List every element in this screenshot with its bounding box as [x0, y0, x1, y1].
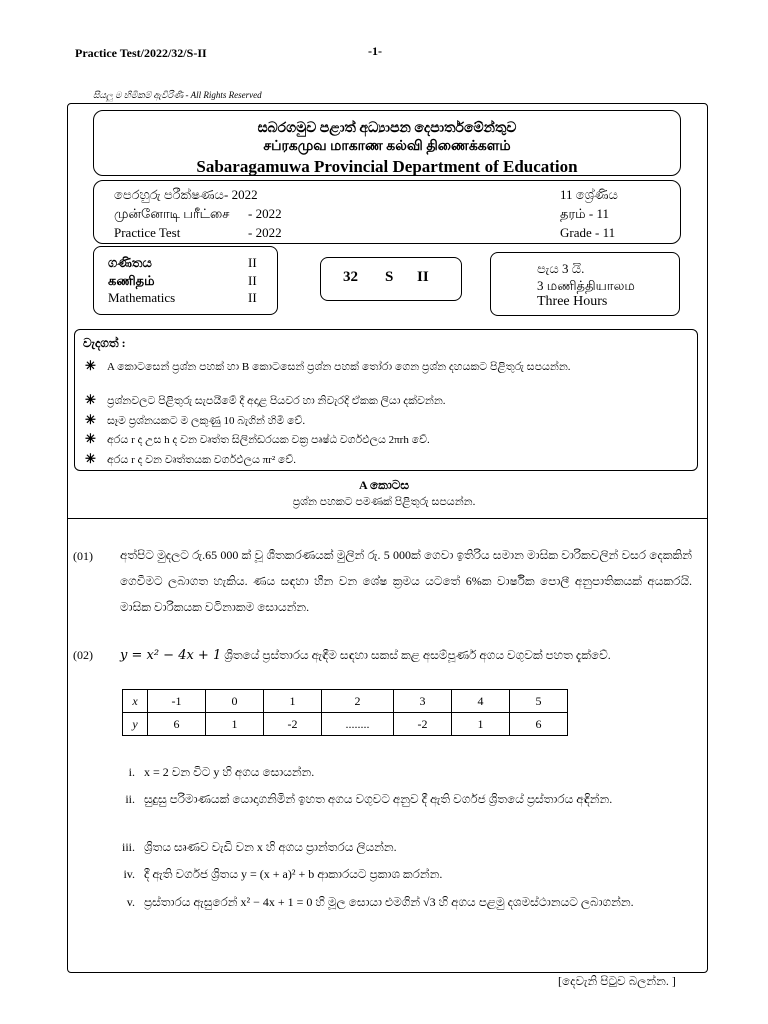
code-part: II	[417, 269, 429, 285]
exam-label: முன்னோடி பரீட்சை	[114, 206, 230, 221]
title-english: Sabaragamuwa Provincial Department of Education	[196, 157, 578, 176]
instruction-item	[85, 431, 685, 448]
part-number: v.	[126, 895, 135, 909]
part-text: සුදුසු පරිමාණයක් යොදාගනිමින් ඉහත අගය වගුවට අනුව දී ඇති වර්ගජ ශ්‍රිතයේ ප්‍රස්තාරය අඳින්න.	[144, 792, 613, 806]
table-row	[123, 690, 568, 713]
subject-part: II	[248, 255, 257, 270]
table-cell: 0	[206, 690, 264, 713]
exam-label: පෙරහුරු පරීක්ෂණය	[114, 187, 224, 202]
table-cell: 6	[148, 713, 206, 736]
table-cell: 3	[394, 690, 452, 713]
question-body: ශ්‍රිතයේ ප්‍රස්තාරය ඇඳීම සඳහා සකස් කළ අසම්පූර්ණ අගය වගුවක් පහත දැක්වේ.	[224, 648, 611, 662]
value-table	[122, 689, 568, 736]
rights-notice: සියලු ම හිමිකම් ඇවිරිණි - All Rights Reserved	[93, 90, 262, 100]
part-text: ශ්‍රිතය සෘණව වැඩි වන x හි අගය ප්‍රාන්තරය ලියන්න.	[144, 840, 397, 854]
table-cell: 1	[264, 690, 322, 713]
exam-year: - 2022	[248, 225, 282, 240]
table-cell: 2	[322, 690, 394, 713]
duration-sinhala: පැය 3 යි.	[537, 261, 585, 276]
table-cell: 1	[452, 713, 510, 736]
duration-english: Three Hours	[537, 294, 608, 309]
exam-year: - 2022	[248, 206, 282, 221]
instruction-text: ප්‍රශ්නවලට පිළිතුරු සැපයීමේ දී අදාළ පියවර හා නිවැරදි ඒකක ලියා දක්වන්න.	[107, 395, 446, 407]
instruction-item	[85, 392, 685, 409]
exam-year: - 2022	[224, 187, 258, 202]
instruction-text: සෑම ප්‍රශ්නයකට ම ලකුණු 10 බැගින් හිමි වේ.	[107, 415, 306, 427]
title-tamil: சப்ரகமுவ மாகாண கல்வி திணைக்களம்	[263, 139, 511, 154]
paper-code-box	[320, 257, 462, 301]
instruction-text: අරය r ද වන වෘත්තයක වර්ගඵලය πr² වේ.	[107, 454, 297, 466]
code-letter: S	[385, 269, 394, 285]
exam-grade: தரம் - 11	[560, 206, 609, 221]
table-cell: 6	[510, 713, 568, 736]
instructions-box	[74, 329, 698, 471]
part-number: ii.	[125, 792, 135, 806]
asterisk-icon: ✳	[85, 358, 96, 373]
part-number: iv.	[123, 867, 135, 881]
page-number: -1-	[368, 44, 382, 58]
code-number: 32	[343, 269, 358, 285]
part-number: iii.	[121, 840, 135, 854]
question-text	[120, 642, 692, 669]
table-header-x: x	[123, 690, 148, 713]
exam-box	[93, 180, 681, 244]
instruction-item	[85, 358, 685, 375]
instruction-text: A කොටසෙන් ප්‍රශ්න පහක් හා B කොටසෙන් ප්‍රශ්න පහක් තෝරා ගෙන ප්‍රශ්න දහයකට පිළිතුරු සපයන්න.	[107, 361, 571, 373]
asterisk-icon: ✳	[85, 431, 96, 446]
part-text: දී ඇති වර්ගජ ශ්‍රිතය y = (x + a)² + b ආකාරයට ප්‍රකාශ කරන්න.	[144, 867, 443, 881]
section-subtitle: ප්‍රශ්න පහකට පමණක් පිළිතුරු සපයන්න.	[292, 496, 476, 508]
duration-tamil: 3 மணித்தியாலம	[537, 278, 635, 293]
part-text: x = 2 වන විට y හි අගය සොයන්න.	[144, 765, 315, 779]
question-number: (01)	[73, 549, 93, 563]
exam-label: Practice Test	[114, 225, 181, 240]
instructions-title: වැදගත් :	[83, 336, 126, 350]
subject-part: II	[248, 273, 257, 288]
table-cell: -2	[264, 713, 322, 736]
subject-name: ගණිතය	[108, 255, 152, 270]
table-cell: ........	[322, 713, 394, 736]
table-cell: 5	[510, 690, 568, 713]
table-header-y: y	[123, 713, 148, 736]
table-cell: -2	[394, 713, 452, 736]
subject-name: கணிதம்	[108, 273, 155, 288]
exam-grade: Grade - 11	[560, 225, 616, 240]
page-footer: [දෙවැනි පිටුව බලන්න. ]	[558, 974, 676, 988]
asterisk-icon: ✳	[85, 412, 96, 427]
header-code: Practice Test/2022/32/S-II	[75, 46, 207, 60]
exam-grade: 11 ශ්‍රේණිය	[560, 187, 618, 202]
table-cell: 4	[452, 690, 510, 713]
equation: y = x² − 4x + 1	[120, 648, 222, 663]
title-box	[93, 110, 681, 176]
question-number: (02)	[73, 648, 93, 662]
instruction-item	[85, 451, 685, 468]
subject-name: Mathematics	[108, 290, 176, 305]
subject-part: II	[248, 290, 257, 305]
part-text: ප්‍රස්තාරය ඇසුරෙන් x² − 4x + 1 = 0 හි මූල සොයා එමගින් √3 හි අගය පළමු දශමස්ථානයට ලබාගන්න.	[144, 895, 634, 909]
section-title: A කොටස	[358, 478, 410, 492]
title-sinhala: සබරගමුව පළාත් අධ්‍යාපන දෙපාර්තමේන්තුව	[257, 121, 517, 136]
table-cell: -1	[148, 690, 206, 713]
part-number: i.	[128, 765, 135, 779]
asterisk-icon: ✳	[85, 392, 96, 407]
instruction-text: අරය r ද උස h ද වන වෘත්ත සිලින්ඩරයක වක්‍ර පෘෂ්ඨ වර්ගඵලය 2πrh වේ.	[107, 434, 430, 446]
instruction-item	[85, 412, 685, 429]
table-cell: 1	[206, 713, 264, 736]
subject-box	[93, 246, 278, 315]
question-text: අත්පිට මුදලට රු.65 000 ක් වූ ශීතකරණයක් මුලින් රු. 5 000ක් ගෙවා ඉතිරිය සමාන මාසික වාරිකවලින් වසර දෙකකින් ගෙවීමට ලබාගත හැකිය. ණය සඳහා හීන වන ශේෂ ක්‍රමය යටතේ 6%ක වාර්ෂික පොලී අනුපාතිකයක් අයකරයි. මාසික වාරිකයක වටිනාකම සොයන්න.	[120, 548, 692, 614]
asterisk-icon: ✳	[85, 451, 96, 466]
duration-box	[490, 252, 680, 316]
table-row	[123, 713, 568, 736]
section-divider	[67, 518, 708, 519]
